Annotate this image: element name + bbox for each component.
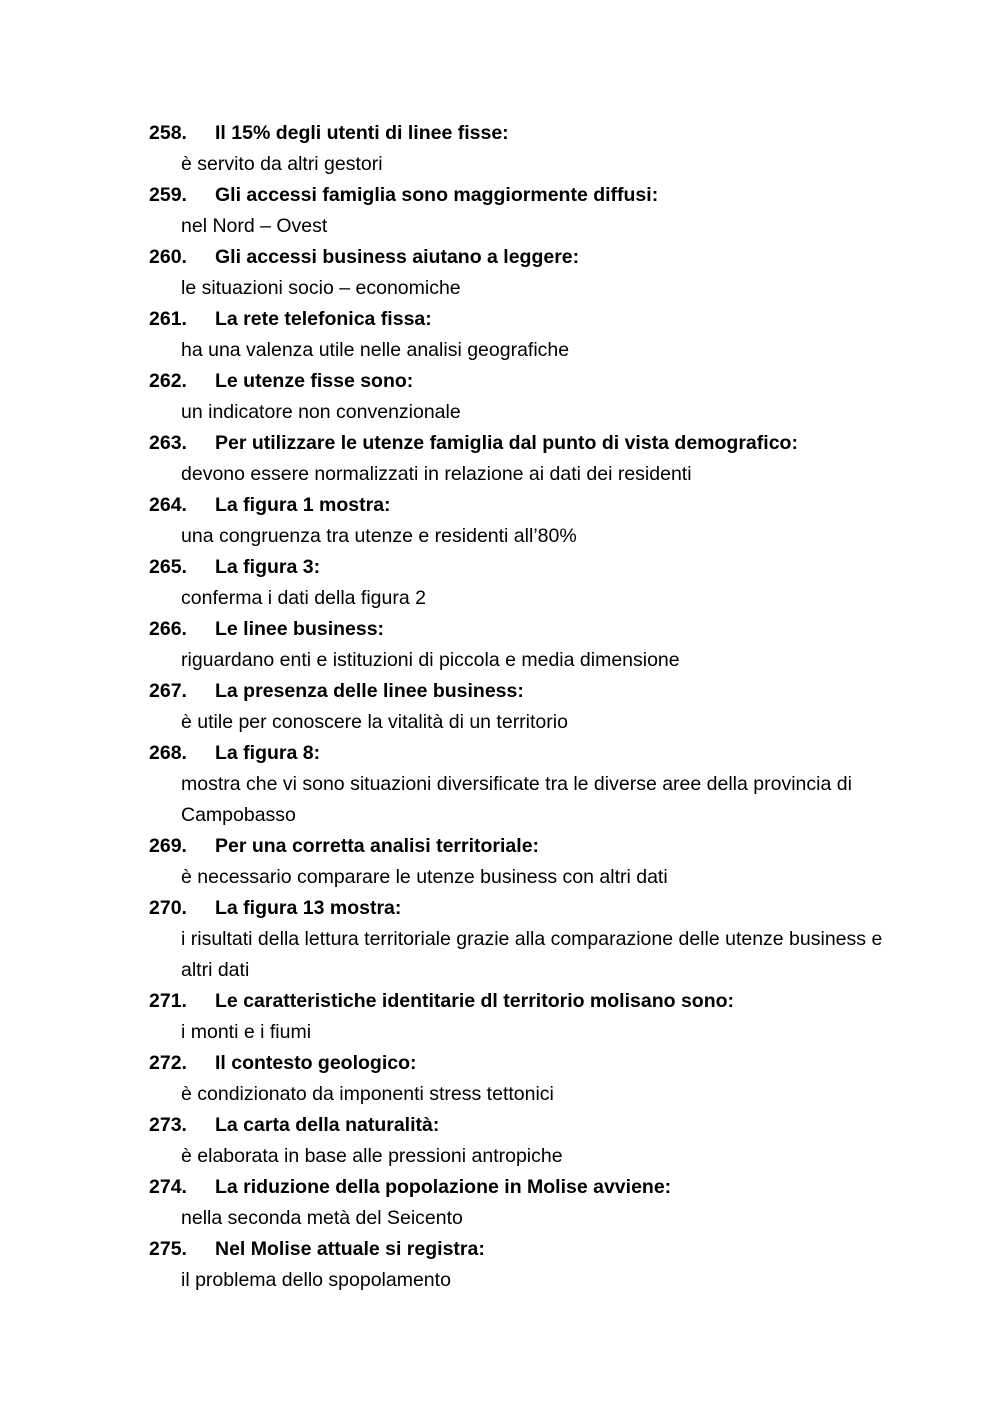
answer-text: è necessario comparare le utenze business con altri dati [181,866,668,888]
question-number: 264. [149,494,187,516]
question-text: La figura 1 mostra: [215,494,391,516]
question-text: Per una corretta analisi territoriale: [215,835,540,857]
question-item [149,1048,929,1110]
question-item [149,118,929,180]
question-text: La figura 8: [215,742,321,764]
answer-text: il problema dello spopolamento [181,1269,451,1291]
question-item [149,304,929,366]
question-number: 274. [149,1176,187,1198]
question-line [149,738,929,769]
question-number: 267. [149,680,187,702]
question-item [149,614,929,676]
question-text: Gli accessi famiglia sono maggiormente diffusi: [215,184,659,206]
question-text: La presenza delle linee business: [215,680,524,702]
question-line [149,180,929,211]
question-line [149,552,929,583]
question-line [149,831,929,862]
question-line [149,304,929,335]
question-item [149,428,929,490]
question-item [149,180,929,242]
answer-text: è condizionato da imponenti stress tettonici [181,1083,554,1105]
answer-text: i risultati della lettura territoriale grazie alla comparazione delle utenze business e altri dati [181,928,883,981]
question-number: 263. [149,432,187,454]
question-number: 269. [149,835,187,857]
answer-text: è elaborata in base alle pressioni antropiche [181,1145,563,1167]
question-item [149,986,929,1048]
question-line [149,118,929,149]
answer-text: nella seconda metà del Seicento [181,1207,463,1229]
answer-text: conferma i dati della figura 2 [181,587,426,609]
question-item [149,242,929,304]
question-line [149,366,929,397]
question-line [149,986,929,1017]
question-line [149,1172,929,1203]
question-number: 271. [149,990,187,1012]
question-item [149,893,929,986]
question-text: Gli accessi business aiutano a leggere: [215,246,580,268]
question-text: Le linee business: [215,618,385,640]
question-number: 260. [149,246,187,268]
question-number: 268. [149,742,187,764]
question-line [149,428,929,459]
question-text: Per utilizzare le utenze famiglia dal punto di vista demografico: [215,432,798,454]
answer-text: ha una valenza utile nelle analisi geografiche [181,339,570,361]
answer-text: un indicatore non convenzionale [181,401,461,423]
question-text: La rete telefonica fissa: [215,308,432,330]
answer-text: è utile per conoscere la vitalità di un territorio [181,711,568,733]
question-line [149,614,929,645]
question-item [149,1172,929,1234]
question-text: Il 15% degli utenti di linee fisse: [215,122,509,144]
answer-text: una congruenza tra utenze e residenti all’80% [181,525,577,547]
question-item [149,831,929,893]
question-text: Le caratteristiche identitarie dl territorio molisano sono: [215,990,735,1012]
question-text: Le utenze fisse sono: [215,370,414,392]
answer-text: è servito da altri gestori [181,153,383,175]
question-number: 259. [149,184,187,206]
answer-text: le situazioni socio – economiche [181,277,461,299]
answer-text: devono essere normalizzati in relazione ai dati dei residenti [181,463,692,485]
question-number: 272. [149,1052,187,1074]
question-text: Il contesto geologico: [215,1052,417,1074]
answer-text: i monti e i fiumi [181,1021,312,1043]
question-text: La carta della naturalità: [215,1114,440,1136]
question-text: La figura 3: [215,556,321,578]
question-line [149,1234,929,1265]
question-number: 261. [149,308,187,330]
question-line [149,490,929,521]
question-line [149,242,929,273]
question-number: 270. [149,897,187,919]
question-number: 265. [149,556,187,578]
question-item [149,1234,929,1296]
answer-text: riguardano enti e istituzioni di piccola e media dimensione [181,649,680,671]
question-number: 273. [149,1114,187,1136]
question-number: 258. [149,122,187,144]
question-line [149,893,929,924]
answer-text: nel Nord – Ovest [181,215,328,237]
question-number: 266. [149,618,187,640]
question-item [149,676,929,738]
question-number: 275. [149,1238,187,1260]
question-text: Nel Molise attuale si registra: [215,1238,485,1260]
question-item [149,1110,929,1172]
question-item [149,490,929,552]
question-line [149,676,929,707]
question-item [149,738,929,831]
question-line [149,1110,929,1141]
answer-text: mostra che vi sono situazioni diversificate tra le diverse aree della provincia di Campobasso [181,773,852,826]
question-list [149,118,929,1296]
question-number: 262. [149,370,187,392]
question-line [149,1048,929,1079]
question-text: La figura 13 mostra: [215,897,402,919]
question-item [149,552,929,614]
question-text: La riduzione della popolazione in Molise avviene: [215,1176,672,1198]
question-item [149,366,929,428]
